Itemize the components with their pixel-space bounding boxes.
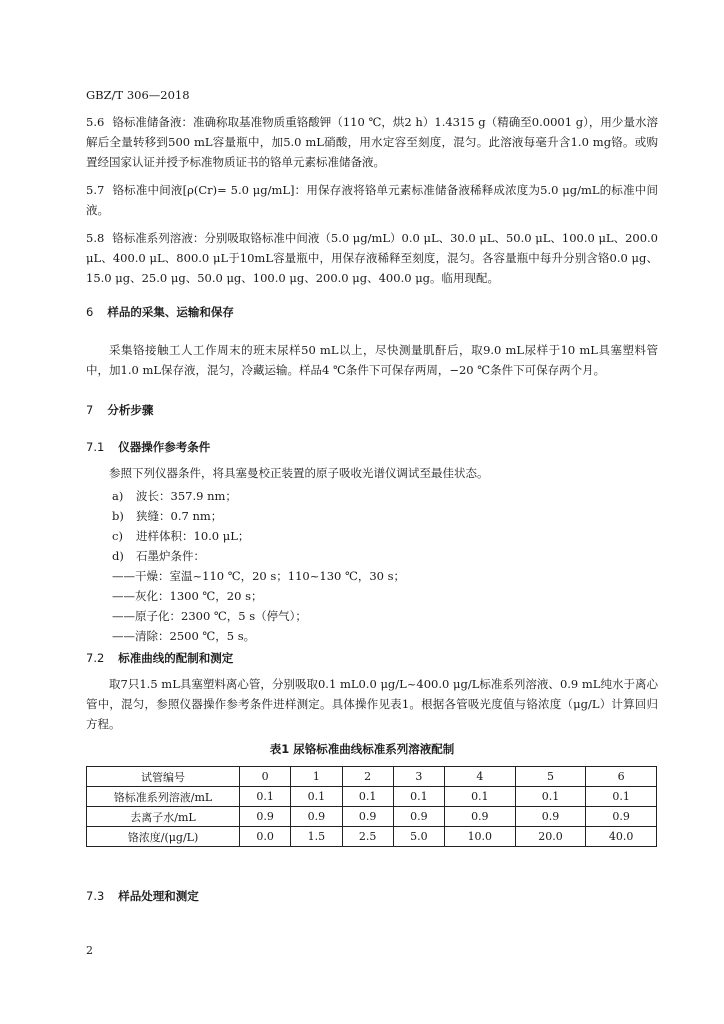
- table-cell: 20.0: [515, 827, 586, 847]
- document-code-header: GBZ/T 306—2018: [86, 88, 190, 102]
- standard-series-table: [86, 766, 657, 847]
- clause-text: 铬标准系列溶液：分别吸取铬标准中间液（5.0 μg/mL）0.0 μL、30.0 μL、50.0 μL、100.0 μL、200.0 μL、400.0 μL、800.0 μL于10mL容量瓶中，用保存液稀释至刻度，混匀。各容量瓶中每升分别含铬0.0 μg、15.0 μg、25.0 μg、50.0 μg、100.0 μg、200.0 μg、400.0 μg。临用现配。: [86, 231, 658, 285]
- list-item-text: 进样体积：10.0 μL；: [136, 529, 250, 543]
- list-item-label: d): [112, 549, 124, 563]
- table-header-cell: 1: [291, 767, 342, 787]
- table-header-cell: 5: [515, 767, 586, 787]
- table-cell: 0.9: [515, 807, 586, 827]
- clause-number: 7.3: [86, 889, 105, 903]
- table-cell: 1.5: [291, 827, 342, 847]
- sub-list-item: ——干燥：室温~110 ℃，20 s；110~130 ℃，30 s；: [112, 569, 406, 583]
- table-header-cell: 3: [393, 767, 444, 787]
- table-row: [87, 827, 657, 847]
- sub-list-item: ——原子化：2300 ℃，5 s（停气）；: [112, 609, 307, 623]
- list-item-text: 波长：357.9 nm；: [136, 489, 237, 503]
- table-header-cell: 0: [240, 767, 291, 787]
- sub-list-item: ——清除：2500 ℃，5 s。: [112, 629, 256, 643]
- list-item-text: 石墨炉条件：: [136, 549, 205, 563]
- table-cell: 0.1: [291, 787, 342, 807]
- table-row-label: 去离子水/mL: [87, 807, 240, 827]
- table-header-cell: 2: [342, 767, 393, 787]
- list-item: [112, 526, 405, 546]
- table-cell: 0.1: [240, 787, 291, 807]
- table-row-label: 铬标准系列溶液/mL: [87, 787, 240, 807]
- clause-7-1-heading: [86, 439, 210, 455]
- table-cell: 0.9: [291, 807, 342, 827]
- table-row: [87, 807, 657, 827]
- section-number: 6: [86, 305, 94, 319]
- clause-text: 铬标准储备液：准确称取基准物质重铬酸钾（110 ℃，烘2 h）1.4315 g（精确至0.0001 g），用少量水溶解后全量转移到500 mL容量瓶中，加5.0 mL硝酸，用水定容至刻度，混匀。此溶液每毫升含1.0 mg铬。或购置经国家认证并授予标准物质证书的铬单元素标准储备液。: [86, 115, 658, 169]
- list-item: [112, 506, 405, 526]
- table-cell: 10.0: [445, 827, 516, 847]
- table-cell: 5.0: [393, 827, 444, 847]
- clause-number: 5.7: [86, 183, 105, 197]
- table-cell: 0.9: [240, 807, 291, 827]
- table-cell: 0.9: [586, 807, 657, 827]
- table-cell: 0.1: [586, 787, 657, 807]
- table-cell: 0.0: [240, 827, 291, 847]
- table-header-cell: 试管编号: [87, 767, 240, 787]
- table-cell: 0.9: [342, 807, 393, 827]
- table-cell: 40.0: [586, 827, 657, 847]
- table-cell: 2.5: [342, 827, 393, 847]
- clause-5-6: [86, 112, 658, 172]
- clause-7-2-body: 取7只1.5 mL具塞塑料离心管，分别吸取0.1 mL0.0 μg/L~400.0 μg/L标准系列溶液、0.9 mL纯水于离心管中，混匀，参照仪器操作参考条件进样测定。具体操作见表1。根据各管吸光度值与铬浓度（μg/L）计算回归方程。: [86, 677, 658, 731]
- table-caption: 表1 尿铬标准曲线标准系列溶液配制: [269, 742, 455, 756]
- clause-title: 标准曲线的配制和测定: [118, 651, 234, 665]
- table-cell: 0.1: [515, 787, 586, 807]
- clause-7-1-intro: 参照下列仪器条件，将具塞曼校正装置的原子吸收光谱仪调试至最佳状态。: [109, 466, 489, 480]
- table-row-label: 铬浓度/(μg/L): [87, 827, 240, 847]
- list-item-label: b): [112, 509, 124, 523]
- sub-list-item: ——灰化：1300 ℃，20 s；: [112, 589, 263, 603]
- clause-number: 5.6: [86, 115, 105, 129]
- clause-text: 铬标准中间液[ρ(Cr)= 5.0 μg/mL]：用保存液将铬单元素标准储备液稀释成浓度为5.0 μg/mL的标准中间液。: [86, 183, 658, 217]
- clause-title: 仪器操作参考条件: [118, 440, 211, 454]
- section-title: 分析步骤: [107, 403, 154, 417]
- list-item-text: 狭缝：0.7 nm；: [136, 509, 223, 523]
- clause-5-7: [86, 180, 658, 220]
- list-item-label: a): [112, 489, 124, 503]
- clause-number: 7.2: [86, 651, 105, 665]
- table-row: [87, 787, 657, 807]
- clause-7-2-heading: [86, 650, 233, 666]
- table-header-row: [87, 767, 657, 787]
- list-item-label: c): [112, 529, 123, 543]
- table-header-cell: 6: [586, 767, 657, 787]
- section-7-heading: [86, 402, 153, 418]
- table-header-cell: 4: [445, 767, 516, 787]
- section-6-heading: [86, 304, 234, 320]
- table-cell: 0.9: [393, 807, 444, 827]
- instrument-conditions-list: [112, 486, 405, 646]
- table-cell: 0.1: [393, 787, 444, 807]
- table-cell: 0.9: [445, 807, 516, 827]
- list-item: [112, 486, 405, 506]
- table-cell: 0.1: [342, 787, 393, 807]
- clause-5-8: [86, 228, 658, 288]
- table-cell: 0.1: [445, 787, 516, 807]
- clause-number: 5.8: [86, 231, 105, 245]
- section-title: 样品的采集、运输和保存: [107, 305, 234, 319]
- section-6-body: 采集铬接触工人工作周末的班末尿样50 mL以上，尽快测量肌酐后，取9.0 mL尿样于10 mL具塞塑料管中，加1.0 mL保存液，混匀，冷藏运输。样品4 ℃条件下可保存两周，−20 ℃条件下可保存两个月。: [86, 343, 658, 377]
- clause-title: 样品处理和测定: [118, 889, 199, 903]
- clause-number: 7.1: [86, 440, 105, 454]
- list-item: [112, 546, 405, 566]
- section-number: 7: [86, 403, 94, 417]
- clause-7-3-heading: [86, 888, 199, 904]
- page-number: 2: [86, 944, 93, 957]
